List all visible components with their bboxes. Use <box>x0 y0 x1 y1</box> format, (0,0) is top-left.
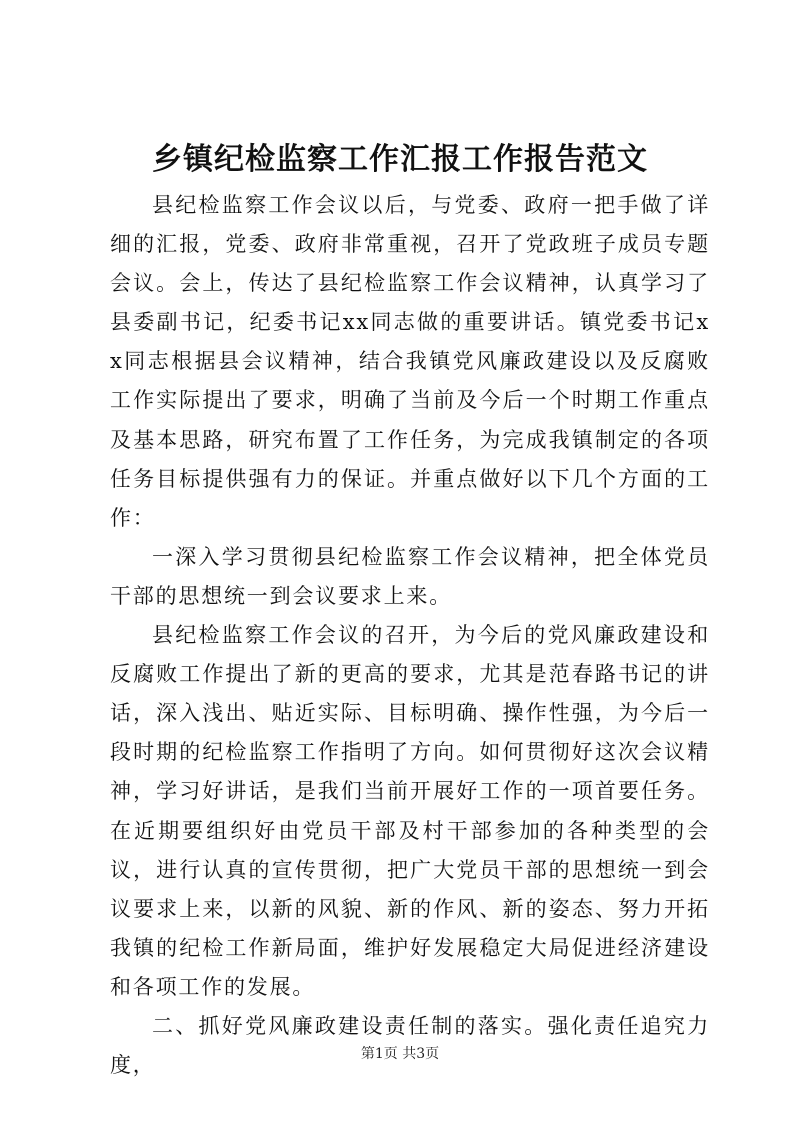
paragraph-3: 县纪检监察工作会议的召开，为今后的党风廉政建设和反腐败工作提出了新的更高的要求，尤其是范春路书记的讲话，深入浅出、贴近实际、目标明确、操作性强，为今后一段时期的纪检监察工作指明了方向。如何贯彻好这次会议精神，学习好讲话，是我们当前开展好工作的一项首要任务。在近期要组织好由党员干部及村干部参加的各种类型的会议，进行认真的宣传贯彻，把广大党员干部的思想统一到会议要求上来，以新的风貌、新的作风、新的姿态、努力开拓我镇的纪检工作新局面，维护好发展稳定大局促进经济建设和各项工作的发展。 <box>110 623 710 999</box>
document-body <box>110 186 710 1085</box>
paragraph-4: 二、抓好党风廉政建设责任制的落实。强化责任追究力度， <box>110 1013 710 1078</box>
document-title: 乡镇纪检监察工作汇报工作报告范文 <box>152 142 648 177</box>
page-number-footer: 第1页 共3页 <box>360 1046 440 1062</box>
paragraph-2: 一深入学习贯彻县纪检监察工作会议精神，把全体党员干部的思想统一到会议要求上来。 <box>110 544 710 608</box>
paragraph-1: 县纪检监察工作会议以后，与党委、政府一把手做了详细的汇报，党委、政府非常重视，召开了党政班子成员专题会议。会上，传达了县纪检监察工作会议精神，认真学习了县委副书记，纪委书记xx同志做的重要讲话。镇党委书记xx同志根据县会议精神，结合我镇党风廉政建设以及反腐败工作实际提出了要求，明确了当前及今后一个时期工作重点及基本思路，研究布置了工作任务，为完成我镇制定的各项任务目标提供强有力的保证。并重点做好以下几个方面的工作： <box>110 193 710 530</box>
